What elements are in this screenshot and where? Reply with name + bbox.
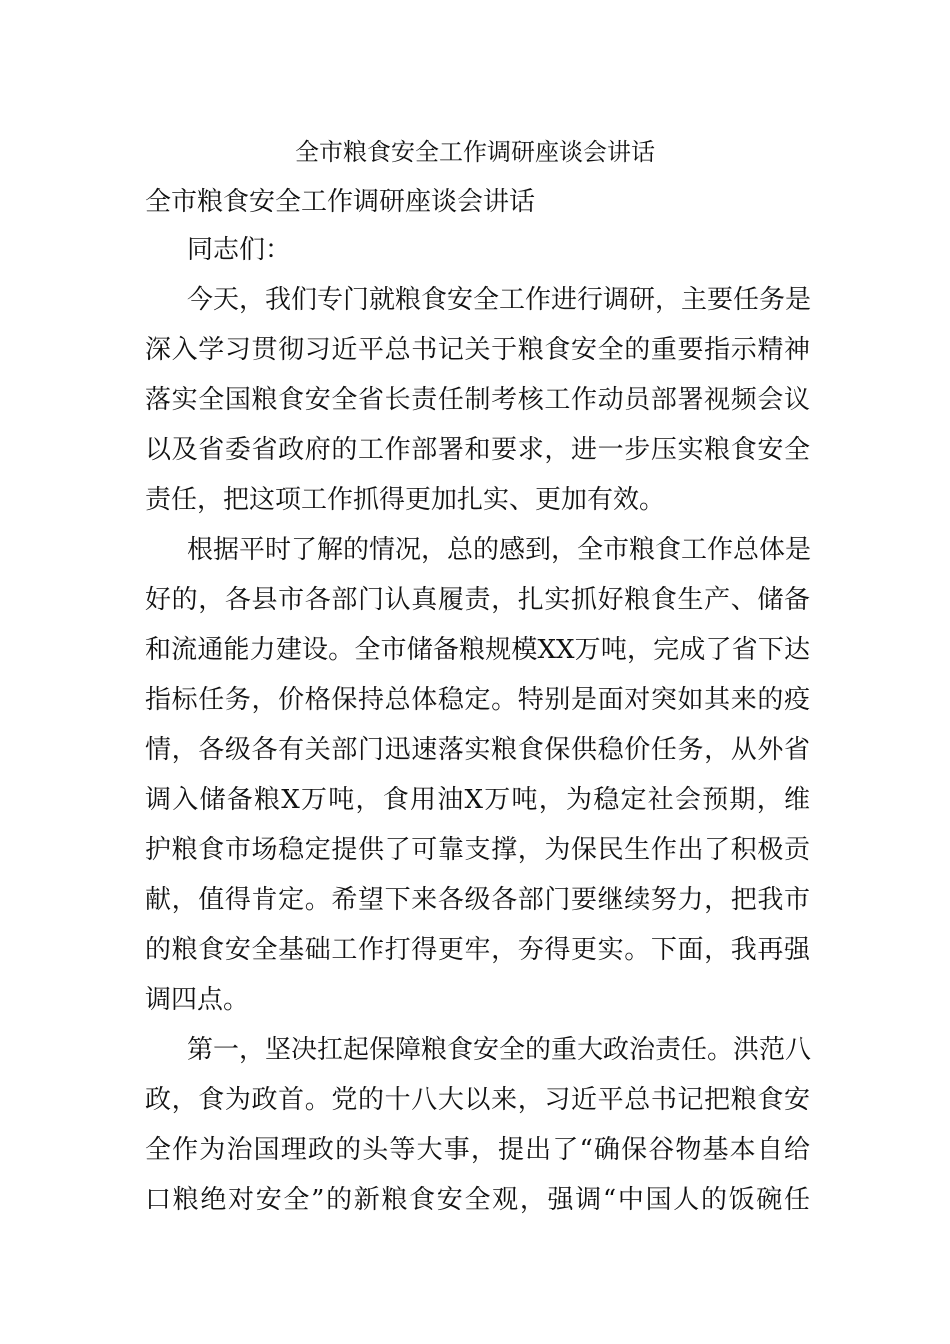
text-line: 献，值得肯定。希望下来各级各部门要继续努力，把我市: [145, 885, 810, 915]
salutation: 同志们：: [187, 235, 292, 265]
text-line: 责任，把这项工作抓得更加扎实、更加有效。: [145, 485, 666, 515]
text-line: 今天，我们专门就粮食安全工作进行调研，主要任务是: [187, 285, 812, 315]
text-line: 全作为治国理政的头等大事，提出了“确保谷物基本自给: [145, 1135, 810, 1165]
text-line: 第一，坚决扛起保障粮食安全的重大政治责任。洪范八: [187, 1035, 812, 1065]
text-line: 调四点。: [145, 985, 250, 1015]
text-line: 深入学习贯彻习近平总书记关于粮食安全的重要指示精神: [145, 335, 810, 365]
text-line: 落实全国粮食安全省长责任制考核工作动员部署视频会议: [145, 385, 810, 415]
text-line: 指标任务，价格保持总体稳定。特别是面对突如其来的疫: [145, 685, 810, 715]
document-title: 全市粮食安全工作调研座谈会讲话: [295, 138, 655, 166]
text-line: 和流通能力建设。全市储备粮规模XX万吨，完成了省下达: [145, 635, 810, 665]
text-line: 以及省委省政府的工作部署和要求，进一步压实粮食安全: [145, 435, 810, 465]
text-line: 的粮食安全基础工作打得更牢，夯得更实。下面，我再强: [145, 935, 810, 965]
text-line: 情，各级各有关部门迅速落实粮食保供稳价任务，从外省: [145, 735, 810, 765]
text-line: 护粮食市场稳定提供了可靠支撑，为保民生作出了积极贡: [145, 835, 810, 865]
text-line: 政，食为政首。党的十八大以来，习近平总书记把粮食安: [145, 1085, 810, 1115]
text-line: 根据平时了解的情况，总的感到，全市粮食工作总体是: [187, 535, 812, 565]
text-line: 好的，各县市各部门认真履责，扎实抓好粮食生产、储备: [145, 585, 810, 615]
text-line: 调入储备粮X万吨，食用油X万吨，为稳定社会预期，维: [145, 785, 810, 815]
document-heading: 全市粮食安全工作调研座谈会讲话: [145, 187, 536, 217]
text-line: 口粮绝对安全”的新粮食安全观，强调“中国人的饭碗任: [145, 1185, 810, 1215]
